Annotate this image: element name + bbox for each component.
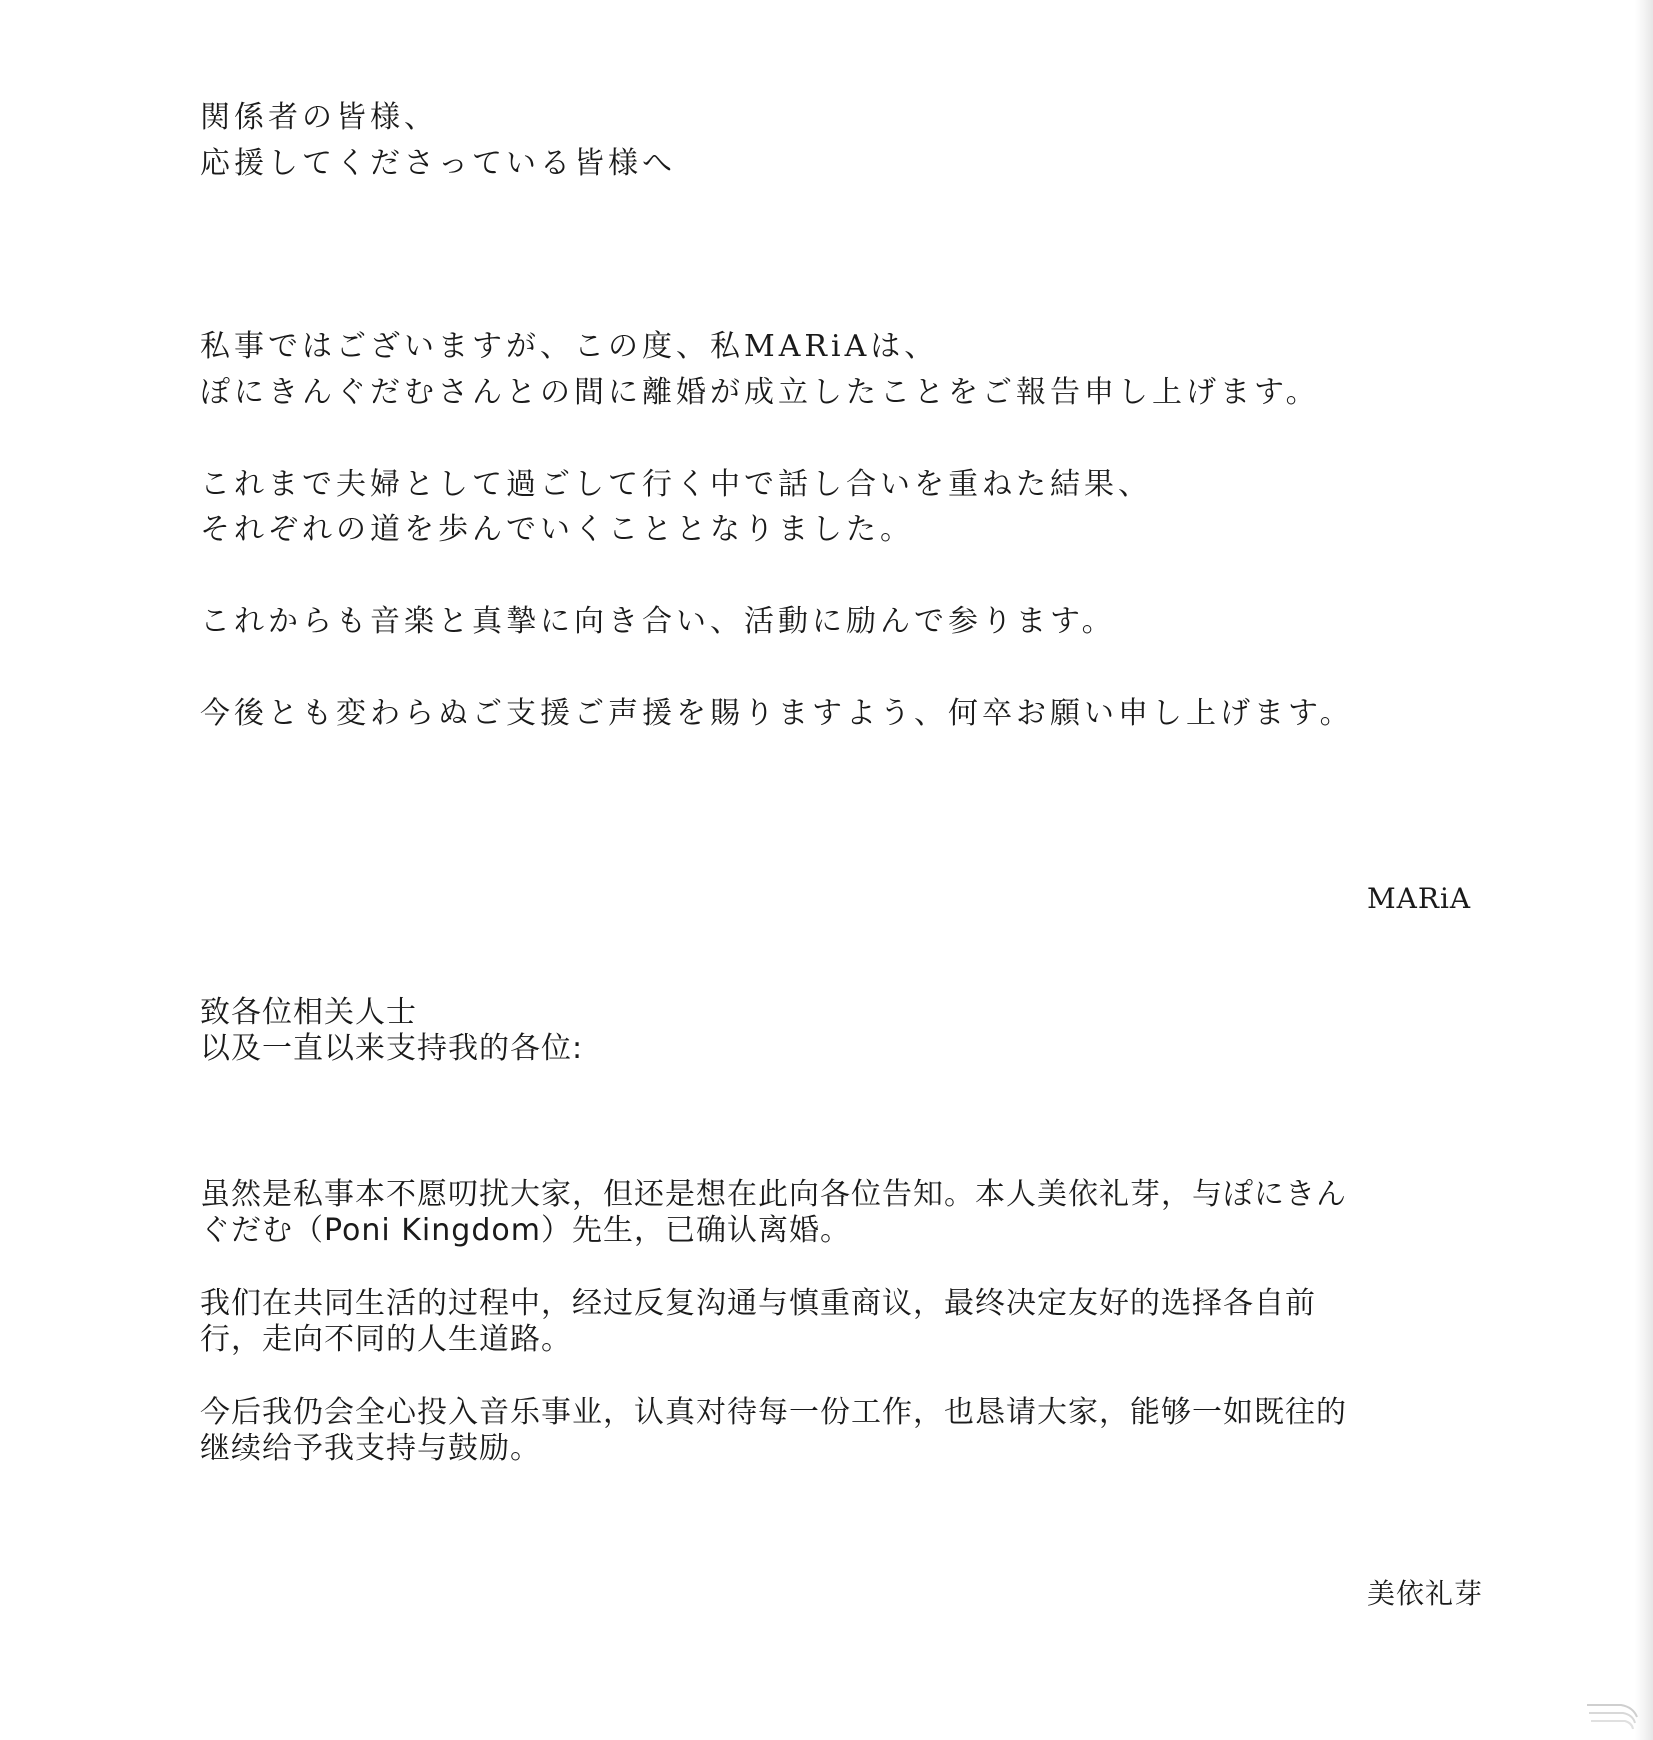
cn-paragraph-line: 今后我仍会全心投入音乐事业，认真对待每一份工作，也恳请大家，能够一如既往的 bbox=[200, 1395, 1347, 1430]
cn-salutation-line: 致各位相关人士 bbox=[200, 995, 417, 1030]
jp-paragraph-line: ぽにきんぐだむさんとの間に離婚が成立したことをご報告申し上げます。 bbox=[200, 375, 1320, 410]
jp-paragraph-line: これからも音楽と真摯に向き合い、活動に励んで参ります。 bbox=[200, 604, 1116, 639]
jp-signature: MARiA bbox=[1367, 882, 1472, 915]
jp-paragraph-line: 私事ではございますが、この度、私MARiAは、 bbox=[200, 329, 939, 364]
jp-salutation-line: 応援してくださっている皆様へ bbox=[200, 146, 676, 181]
jp-paragraph-line: 今後とも変わらぬご支援ご声援を賜りますよう、何卒お願い申し上げます。 bbox=[200, 696, 1354, 731]
cn-salutation-line: 以及一直以来支持我的各位: bbox=[200, 1031, 584, 1066]
page-curl-mark bbox=[1585, 1697, 1641, 1733]
cn-paragraph-line: 我们在共同生活的过程中，经过反复沟通与慎重商议，最终决定友好的选择各自前 bbox=[200, 1286, 1316, 1321]
cn-paragraph-line: ぐだむ（Poni Kingdom）先生，已确认离婚。 bbox=[200, 1213, 851, 1248]
jp-salutation-line: 関係者の皆様、 bbox=[200, 100, 438, 135]
jp-paragraph-line: それぞれの道を歩んでいくこととなりました。 bbox=[200, 512, 914, 547]
cn-paragraph-line: 继续给予我支持与鼓励。 bbox=[200, 1431, 541, 1466]
jp-paragraph-line: これまで夫婦として過ごして行く中で話し合いを重ねた結果、 bbox=[200, 467, 1152, 502]
page-edge-shadow bbox=[1635, 0, 1653, 1740]
cn-paragraph-line: 虽然是私事本不愿叨扰大家，但还是想在此向各位告知。本人美依礼芽，与ぽにきん bbox=[200, 1177, 1347, 1212]
cn-paragraph-line: 行，走向不同的人生道路。 bbox=[200, 1322, 572, 1357]
cn-signature: 美依礼芽 bbox=[1367, 1577, 1484, 1610]
